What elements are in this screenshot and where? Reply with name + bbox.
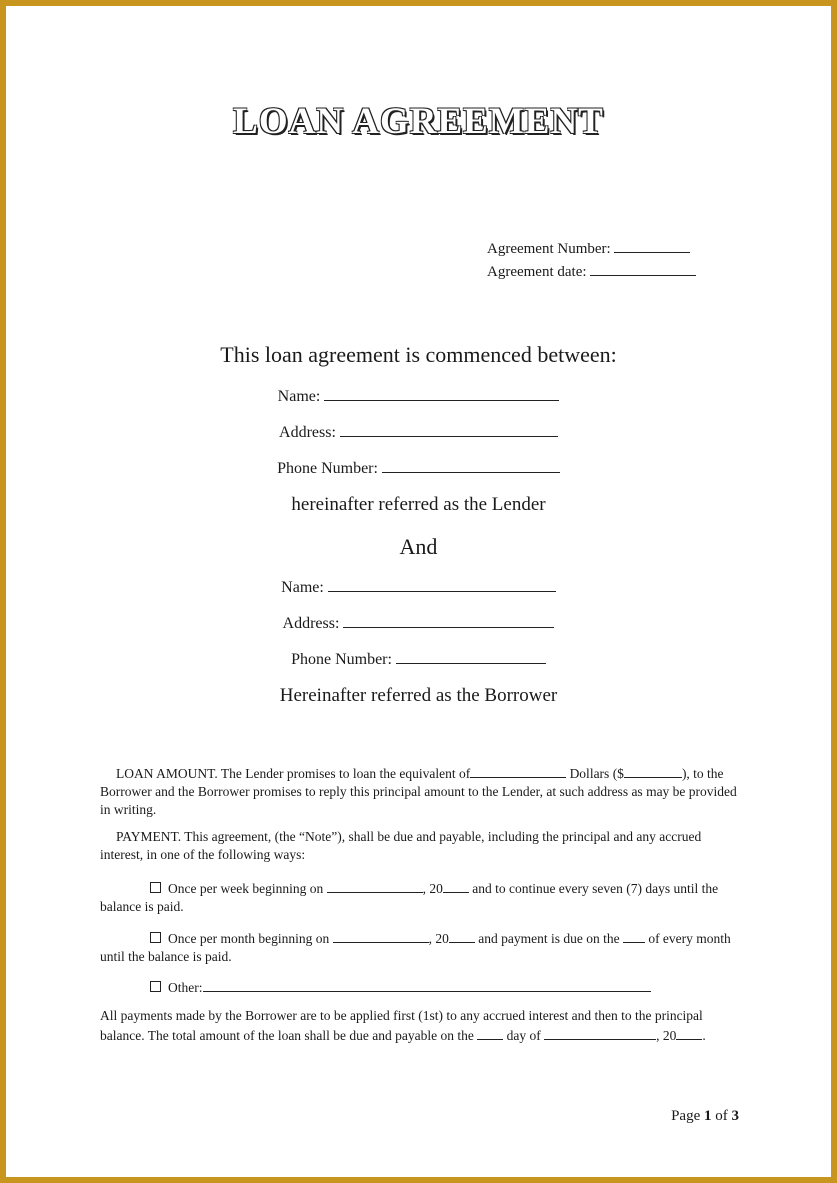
borrower-name-label: Name:: [281, 579, 324, 596]
other-checkbox[interactable]: [150, 981, 161, 992]
payment-heading: PAYMENT.: [116, 829, 182, 844]
closing-text-2: day of: [506, 1028, 541, 1043]
borrower-name-row: [0, 577, 837, 597]
monthly-text-a: Once per month beginning on: [168, 931, 330, 946]
weekly-start-field[interactable]: [327, 878, 423, 893]
borrower-phone-label: Phone Number:: [291, 651, 392, 668]
weekly-text-b: , 20: [422, 881, 443, 896]
monthly-day-field[interactable]: [623, 928, 645, 943]
lender-address-field[interactable]: [340, 422, 558, 437]
lender-referred-text: hereinafter referred as the Lender: [291, 494, 546, 515]
loan-amount-figure-field[interactable]: [624, 763, 682, 778]
other-field[interactable]: [203, 977, 651, 992]
payment-text: This agreement, (the “Note”), shall be due and payable, including the principal and any accrued interest, in one of the following ways:: [100, 829, 702, 862]
option-monthly: [100, 928, 740, 966]
closing-text-1: All payments made by the Borrower are to be applied first (1st) to any accrued interest and then to the principal balance. The total amount of the loan shall be due and payable on the: [100, 1008, 703, 1043]
weekly-checkbox[interactable]: [150, 882, 161, 893]
loan-amount-text-3: ($: [612, 766, 624, 781]
lender-name-field[interactable]: [324, 386, 559, 401]
lender-phone-label: Phone Number:: [277, 460, 378, 477]
of-word: of: [715, 1108, 728, 1124]
borrower-address-row: [0, 613, 837, 633]
monthly-text-c: and payment is due on the: [478, 931, 620, 946]
option-weekly: [100, 878, 740, 916]
loan-amount-text-4: ), to the Borrower and the Borrower promises to reply this principal amount to the Lender, at such address as may be provided in writing.: [100, 766, 737, 817]
other-label: Other:: [168, 980, 203, 995]
agreement-number-row: [487, 238, 690, 258]
loan-amount-text-1: The Lender promises to loan the equivalent of: [220, 766, 471, 781]
monthly-text-b: , 20: [428, 931, 449, 946]
page-indicator: [671, 1108, 739, 1125]
lender-name-label: Name:: [277, 388, 321, 405]
borrower-name-field[interactable]: [328, 577, 556, 592]
due-day-field[interactable]: [477, 1025, 503, 1040]
page-number: 1: [704, 1108, 712, 1124]
lender-phone-field[interactable]: [382, 458, 560, 473]
monthly-checkbox[interactable]: [150, 932, 161, 943]
agreement-number-label: Agreement Number:: [487, 241, 611, 257]
monthly-text-d: of every month until the balance is paid.: [100, 931, 731, 964]
intro-text: This loan agreement is commenced between:: [220, 342, 617, 367]
option-other: [100, 977, 740, 997]
page-word: Page: [671, 1108, 701, 1124]
page-total: 3: [731, 1108, 739, 1124]
monthly-year-field[interactable]: [449, 928, 475, 943]
agreement-date-row: [487, 261, 696, 281]
closing-text-4: .: [702, 1028, 706, 1043]
borrower-address-label: Address:: [282, 615, 340, 632]
due-month-field[interactable]: [544, 1025, 656, 1040]
weekly-text-c: and to continue every seven (7) days until the balance is paid.: [100, 881, 719, 914]
loan-amount-heading: LOAN AMOUNT.: [116, 766, 218, 781]
borrower-phone-field[interactable]: [396, 649, 546, 664]
borrower-address-field[interactable]: [343, 613, 554, 628]
weekly-year-field[interactable]: [443, 878, 469, 893]
lender-phone-row: [0, 458, 837, 478]
lender-address-row: [0, 422, 837, 442]
loan-amount-words-field[interactable]: [470, 763, 566, 778]
closing-text-3: , 20: [656, 1028, 677, 1043]
monthly-start-field[interactable]: [333, 928, 429, 943]
lender-name-row: [0, 386, 837, 406]
agreement-date-field[interactable]: [590, 261, 696, 276]
agreement-number-field[interactable]: [614, 238, 690, 253]
loan-amount-paragraph: [100, 763, 740, 819]
loan-amount-text-2: Dollars: [569, 766, 610, 781]
borrower-phone-row: [0, 649, 837, 669]
closing-paragraph: [100, 1007, 740, 1045]
agreement-date-label: Agreement date:: [487, 264, 587, 280]
document-title: LOAN AGREEMENT: [233, 101, 604, 142]
lender-address-label: Address:: [279, 424, 336, 441]
weekly-text-a: Once per week beginning on: [168, 881, 324, 896]
payment-paragraph: [100, 828, 740, 864]
and-text: And: [399, 534, 438, 559]
borrower-referred-text: Hereinafter referred as the Borrower: [279, 685, 558, 706]
due-year-field[interactable]: [676, 1025, 702, 1040]
